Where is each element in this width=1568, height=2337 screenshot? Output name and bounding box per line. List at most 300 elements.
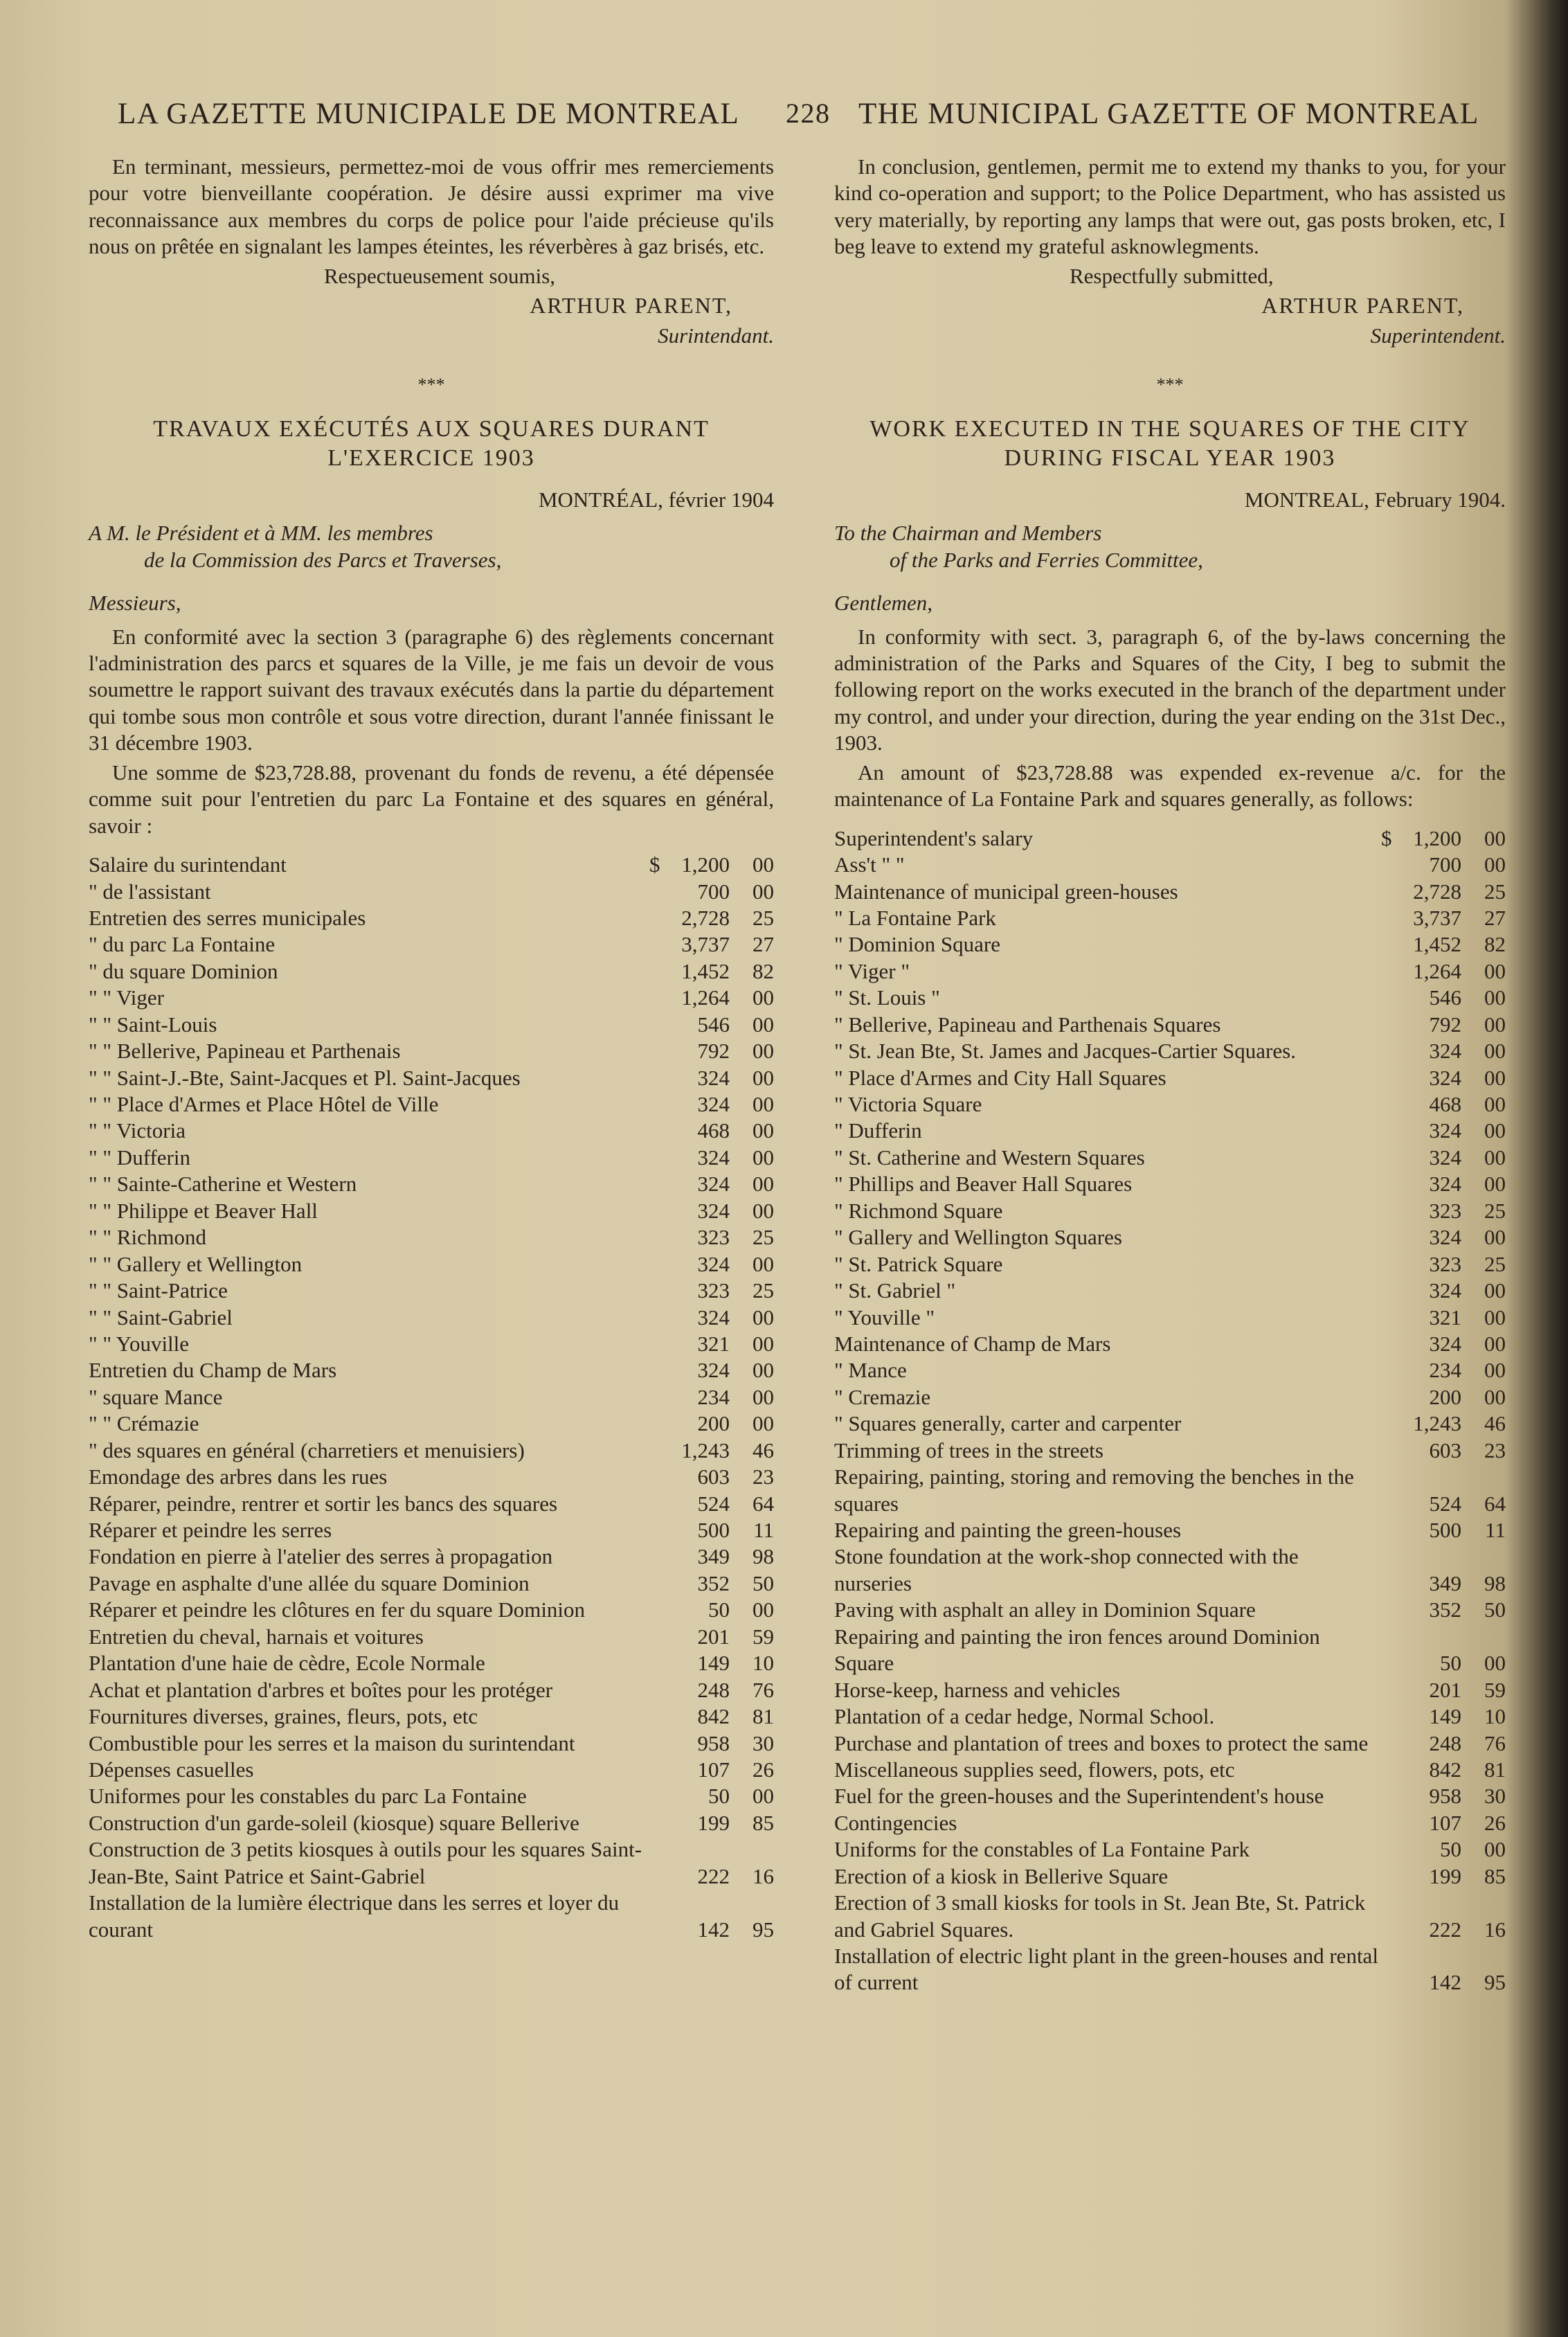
expense-cents: 25 bbox=[1484, 879, 1506, 904]
dollar-sign bbox=[649, 1517, 666, 1543]
expense-table-english bbox=[834, 825, 1506, 1996]
dollar-sign bbox=[1381, 1438, 1398, 1464]
expense-cents: 00 bbox=[1484, 1145, 1506, 1170]
expense-cents: 98 bbox=[753, 1544, 774, 1569]
expense-label: " " Viger bbox=[89, 985, 164, 1010]
expense-cents: 00 bbox=[1484, 852, 1506, 877]
expense-amount: 50 bbox=[708, 1784, 730, 1809]
expense-label: Réparer et peindre les serres bbox=[89, 1518, 332, 1543]
expense-row bbox=[834, 1091, 1506, 1118]
expense-row bbox=[834, 852, 1506, 878]
expense-label: " St. Gabriel " bbox=[834, 1278, 956, 1303]
french-column bbox=[89, 154, 774, 1943]
expense-cents: 00 bbox=[753, 879, 774, 904]
expense-row bbox=[834, 1464, 1506, 1517]
expense-label: Installation of electric light plant in the green-houses and rental of current bbox=[834, 1944, 1378, 1995]
expense-row bbox=[834, 1118, 1506, 1144]
expense-amount: 500 bbox=[697, 1518, 730, 1543]
dollar-sign bbox=[1381, 1145, 1398, 1171]
expense-amount: 468 bbox=[1429, 1092, 1461, 1117]
expense-row bbox=[89, 958, 774, 985]
expense-amount: 323 bbox=[697, 1225, 730, 1250]
expense-label: " " Dufferin bbox=[89, 1145, 190, 1170]
expense-cents: 00 bbox=[1484, 1172, 1506, 1197]
expense-label: " Cremazie bbox=[834, 1384, 931, 1409]
dollar-sign bbox=[1381, 1278, 1398, 1304]
expense-label: " square Mance bbox=[89, 1384, 223, 1409]
expense-label: Fournitures diverses, graines, fleurs, pots, etc bbox=[89, 1704, 478, 1729]
dollar-sign bbox=[649, 1251, 666, 1278]
expense-amount: 324 bbox=[1429, 1145, 1461, 1170]
expense-row bbox=[89, 1703, 774, 1730]
expense-amount: 1,452 bbox=[1413, 932, 1461, 957]
expense-label: Repairing, painting, storing and removing the benches in the squares bbox=[834, 1465, 1354, 1516]
dollar-sign bbox=[1381, 985, 1398, 1011]
expense-row bbox=[834, 825, 1506, 852]
expense-row bbox=[89, 1624, 774, 1650]
expense-cents: 23 bbox=[1484, 1438, 1506, 1462]
expense-amount: 222 bbox=[1429, 1917, 1461, 1942]
signature-title: Surintendant. bbox=[658, 323, 774, 348]
expense-label: " Place d'Armes and City Hall Squares bbox=[834, 1065, 1166, 1090]
expense-cents: 00 bbox=[753, 985, 774, 1010]
expense-label: " " Youville bbox=[89, 1331, 190, 1356]
dollar-sign bbox=[649, 1038, 666, 1064]
expense-label: " Victoria Square bbox=[834, 1092, 982, 1117]
expense-label: Fuel for the green-houses and the Superintendent's house bbox=[834, 1784, 1324, 1809]
expense-cents: 00 bbox=[1484, 1065, 1506, 1090]
expense-amount: 524 bbox=[1429, 1491, 1461, 1516]
expense-cents: 00 bbox=[753, 1198, 774, 1223]
expense-cents: 27 bbox=[1484, 905, 1506, 930]
dollar-sign bbox=[1381, 1810, 1398, 1836]
expense-row bbox=[89, 1757, 774, 1783]
expense-label: Repairing and painting the iron fences around Dominion Square bbox=[834, 1624, 1320, 1676]
expense-amount: 201 bbox=[1429, 1677, 1461, 1702]
expense-amount: 324 bbox=[697, 1305, 730, 1329]
expense-row bbox=[89, 1305, 774, 1331]
expense-amount: 107 bbox=[697, 1757, 730, 1782]
expense-row bbox=[89, 1065, 774, 1091]
dollar-sign bbox=[1381, 1890, 1398, 1943]
expense-label: Maintenance of municipal green-houses bbox=[834, 879, 1178, 904]
dollar-sign bbox=[649, 1757, 666, 1783]
signature: ARTHUR PARENT, bbox=[1261, 293, 1464, 319]
expense-cents: 25 bbox=[753, 1225, 774, 1250]
expense-amount: 352 bbox=[1429, 1597, 1461, 1622]
expense-label: " " Saint-Gabriel bbox=[89, 1305, 233, 1329]
expense-cents: 11 bbox=[1485, 1518, 1506, 1543]
expense-label: Superintendent's salary bbox=[834, 825, 1034, 850]
dollar-sign bbox=[649, 1491, 666, 1517]
expense-amount: 323 bbox=[697, 1278, 730, 1303]
expense-row bbox=[834, 1836, 1506, 1863]
dollar-sign bbox=[649, 985, 666, 1011]
expense-amount: 324 bbox=[697, 1172, 730, 1197]
expense-amount: 2,728 bbox=[681, 905, 730, 930]
sign-off: Respectfully submitted, bbox=[1070, 263, 1274, 288]
expense-amount: 324 bbox=[697, 1145, 730, 1170]
expense-amount: 324 bbox=[697, 1065, 730, 1090]
expense-amount: 603 bbox=[697, 1465, 730, 1489]
expense-label: Construction de 3 petits kiosques à outils pour les squares Saint-Jean-Bte, Saint Patrice et Saint-Gabriel bbox=[89, 1837, 642, 1888]
expense-cents: 25 bbox=[1484, 1198, 1506, 1223]
expense-row bbox=[89, 1597, 774, 1623]
expense-amount: 323 bbox=[1429, 1198, 1461, 1223]
expense-row bbox=[834, 1331, 1506, 1357]
expense-amount: 546 bbox=[697, 1012, 730, 1037]
expense-cents: 16 bbox=[1484, 1917, 1506, 1942]
expense-label: " Youville " bbox=[834, 1305, 935, 1329]
expense-amount: 1,452 bbox=[681, 958, 730, 983]
expense-row bbox=[834, 1677, 1506, 1703]
expense-row bbox=[834, 879, 1506, 905]
dollar-sign bbox=[649, 1091, 666, 1118]
expense-row bbox=[834, 905, 1506, 931]
dollar-sign bbox=[1381, 1118, 1398, 1144]
dollar-sign bbox=[649, 958, 666, 985]
dollar-sign bbox=[649, 1677, 666, 1703]
expense-cents: 00 bbox=[753, 1092, 774, 1117]
expense-row bbox=[834, 1757, 1506, 1783]
expense-label: " " Victoria bbox=[89, 1118, 186, 1143]
expense-amount: 1,200 bbox=[1413, 825, 1461, 850]
expense-row bbox=[89, 931, 774, 958]
expense-label: Plantation of a cedar hedge, Normal School. bbox=[834, 1704, 1215, 1729]
expense-row bbox=[834, 1863, 1506, 1890]
expense-row bbox=[834, 1038, 1506, 1064]
dollar-sign bbox=[1381, 1331, 1398, 1357]
expense-row bbox=[89, 879, 774, 905]
expense-cents: 00 bbox=[1484, 1012, 1506, 1037]
dollar-sign bbox=[649, 1783, 666, 1809]
dollar-sign bbox=[1381, 931, 1398, 958]
dollar-sign bbox=[649, 1703, 666, 1730]
dollar-sign bbox=[649, 1384, 666, 1411]
expense-label: " " Sainte-Catherine et Western bbox=[89, 1172, 357, 1197]
expense-cents: 25 bbox=[753, 1278, 774, 1303]
expense-label: " St. Jean Bte, St. James and Jacques-Cartier Squares. bbox=[834, 1039, 1296, 1064]
expense-label: Fondation en pierre à l'atelier des serres à propagation bbox=[89, 1544, 553, 1569]
expense-label: " Viger " bbox=[834, 958, 910, 983]
expense-table-french bbox=[89, 852, 774, 1943]
dollar-sign bbox=[1381, 1677, 1398, 1703]
expense-label: Horse-keep, harness and vehicles bbox=[834, 1677, 1121, 1702]
dollar-sign bbox=[1381, 1597, 1398, 1623]
expense-label: Dépenses casuelles bbox=[89, 1757, 254, 1782]
expense-row bbox=[89, 1171, 774, 1197]
expense-label: " " Crémazie bbox=[89, 1411, 199, 1436]
dollar-sign bbox=[649, 905, 666, 931]
expense-cents: 64 bbox=[753, 1491, 774, 1516]
section-divider-stars: *** bbox=[417, 375, 445, 395]
expense-cents: 30 bbox=[753, 1730, 774, 1755]
expense-row bbox=[89, 1038, 774, 1064]
expense-row bbox=[89, 905, 774, 931]
expense-cents: 59 bbox=[1484, 1677, 1506, 1702]
expense-amount: 3,737 bbox=[1413, 905, 1461, 930]
expense-label: " Phillips and Beaver Hall Squares bbox=[834, 1172, 1133, 1197]
expense-label: Ass't " " bbox=[834, 852, 905, 877]
dollar-sign bbox=[1381, 1703, 1398, 1730]
expense-label: " de l'assistant bbox=[89, 879, 211, 904]
dollar-sign bbox=[1381, 1305, 1398, 1331]
expense-cents: 00 bbox=[1484, 1837, 1506, 1862]
expense-label: Paving with asphalt an alley in Dominion Square bbox=[834, 1597, 1256, 1622]
expense-amount: 201 bbox=[697, 1624, 730, 1649]
expense-cents: 59 bbox=[753, 1624, 774, 1649]
signature: ARTHUR PARENT, bbox=[530, 293, 732, 319]
expense-cents: 98 bbox=[1484, 1570, 1506, 1595]
expense-cents: 00 bbox=[1484, 1225, 1506, 1250]
dollar-sign bbox=[1381, 1464, 1398, 1517]
dollar-sign bbox=[649, 1464, 666, 1490]
page-number: 228 bbox=[786, 98, 831, 129]
salutation: Gentlemen, bbox=[834, 591, 933, 616]
dollar-sign bbox=[1381, 1171, 1398, 1197]
expense-amount: 321 bbox=[1429, 1305, 1461, 1329]
expense-amount: 234 bbox=[1429, 1358, 1461, 1383]
expense-label: Repairing and painting the green-houses bbox=[834, 1518, 1182, 1543]
expense-cents: 82 bbox=[753, 958, 774, 983]
expense-label: Construction d'un garde-soleil (kiosque) square Bellerive bbox=[89, 1810, 579, 1835]
expense-cents: 23 bbox=[753, 1465, 774, 1489]
expense-cents: 11 bbox=[753, 1518, 774, 1543]
expense-label: " " Saint-J.-Bte, Saint-Jacques et Pl. Saint-Jacques bbox=[89, 1065, 521, 1090]
english-column bbox=[834, 154, 1506, 1996]
expense-row bbox=[834, 958, 1506, 985]
expense-amount: 700 bbox=[1429, 852, 1461, 877]
dollar-sign: $ bbox=[649, 852, 660, 877]
expense-cents: 00 bbox=[753, 1597, 774, 1622]
expense-label: Maintenance of Champ de Mars bbox=[834, 1331, 1111, 1356]
expense-amount: 842 bbox=[697, 1704, 730, 1729]
expense-amount: 468 bbox=[697, 1118, 730, 1143]
dollar-sign bbox=[1381, 1198, 1398, 1224]
expense-label: Miscellaneous supplies seed, flowers, pots, etc bbox=[834, 1757, 1235, 1782]
dollar-sign: $ bbox=[1381, 825, 1392, 850]
expense-row bbox=[89, 1836, 774, 1890]
expense-row bbox=[89, 1650, 774, 1676]
expense-label: " St. Catherine and Western Squares bbox=[834, 1145, 1145, 1170]
expense-amount: 2,728 bbox=[1413, 879, 1461, 904]
dollar-sign bbox=[1381, 1783, 1398, 1809]
expense-cents: 00 bbox=[1484, 825, 1506, 850]
expense-amount: 349 bbox=[1429, 1570, 1461, 1595]
expense-amount: 352 bbox=[697, 1570, 730, 1595]
address-line2: of the Parks and Ferries Committee, bbox=[890, 547, 1203, 572]
expense-cents: 00 bbox=[753, 1411, 774, 1436]
expense-label: Combustible pour les serres et la maison du surintendant bbox=[89, 1730, 575, 1755]
dollar-sign bbox=[1381, 958, 1398, 985]
expense-label: " St. Louis " bbox=[834, 985, 940, 1010]
expense-cents: 00 bbox=[753, 1118, 774, 1143]
dollar-sign bbox=[1381, 1251, 1398, 1278]
expense-label: Erection of a kiosk in Bellerive Square bbox=[834, 1863, 1169, 1888]
dateline: MONTRÉAL, février 1904 bbox=[538, 487, 774, 512]
expense-row bbox=[834, 1278, 1506, 1304]
expense-row bbox=[89, 985, 774, 1011]
expense-row bbox=[834, 1890, 1506, 1943]
expense-amount: 234 bbox=[697, 1384, 730, 1409]
report-paragraph-1: In conformity with sect. 3, paragraph 6, of the by-laws concerning the administration of the Parks and Squares of the City, I beg to submit the following report on the works executed in the branch of the department under my control, and under your direction, during the year ending on the 31st Dec., 1903. bbox=[834, 624, 1506, 755]
expense-label: " Mance bbox=[834, 1358, 907, 1383]
expense-row bbox=[89, 1730, 774, 1757]
expense-amount: 958 bbox=[1429, 1784, 1461, 1809]
expense-amount: 323 bbox=[1429, 1251, 1461, 1276]
expense-cents: 00 bbox=[753, 1784, 774, 1809]
expense-label: Achat et plantation d'arbres et boîtes pour les protéger bbox=[89, 1677, 553, 1702]
expense-amount: 324 bbox=[1429, 1065, 1461, 1090]
expense-amount: 1,243 bbox=[681, 1438, 730, 1462]
expense-amount: 603 bbox=[1429, 1438, 1461, 1462]
expense-label: Trimming of trees in the streets bbox=[834, 1438, 1103, 1462]
expense-label: " Bellerive, Papineau and Parthenais Squares bbox=[834, 1012, 1221, 1037]
expense-label: Contingencies bbox=[834, 1810, 957, 1835]
dollar-sign bbox=[649, 1198, 666, 1224]
expense-amount: 199 bbox=[697, 1810, 730, 1835]
dollar-sign bbox=[649, 1438, 666, 1464]
dollar-sign bbox=[649, 1890, 666, 1943]
dollar-sign bbox=[649, 1118, 666, 1144]
expense-amount: 142 bbox=[1429, 1970, 1461, 1995]
dollar-sign bbox=[1381, 1730, 1398, 1757]
expense-amount: 222 bbox=[697, 1863, 730, 1888]
expense-row bbox=[834, 1597, 1506, 1623]
expense-amount: 324 bbox=[697, 1198, 730, 1223]
expense-amount: 524 bbox=[697, 1491, 730, 1516]
expense-row bbox=[89, 1357, 774, 1384]
expense-cents: 81 bbox=[753, 1704, 774, 1729]
expense-label: " Dufferin bbox=[834, 1118, 922, 1143]
expense-label: Emondage des arbres dans les rues bbox=[89, 1465, 388, 1489]
expense-amount: 324 bbox=[1429, 1039, 1461, 1064]
expense-cents: 00 bbox=[1484, 1039, 1506, 1064]
expense-row bbox=[834, 1810, 1506, 1836]
dollar-sign bbox=[1381, 879, 1398, 905]
expense-cents: 00 bbox=[753, 1172, 774, 1197]
expense-cents: 00 bbox=[753, 1384, 774, 1409]
dollar-sign bbox=[649, 1224, 666, 1251]
expense-row bbox=[834, 1357, 1506, 1384]
dollar-sign bbox=[649, 1145, 666, 1171]
expense-row bbox=[834, 1411, 1506, 1437]
expense-row bbox=[834, 1730, 1506, 1757]
expense-row bbox=[834, 1305, 1506, 1331]
expense-cents: 46 bbox=[753, 1438, 774, 1462]
expense-cents: 50 bbox=[1484, 1597, 1506, 1622]
expense-cents: 00 bbox=[753, 1305, 774, 1329]
dollar-sign bbox=[1381, 1517, 1398, 1543]
dollar-sign bbox=[649, 1278, 666, 1304]
expense-row bbox=[89, 1331, 774, 1357]
expense-cents: 00 bbox=[753, 852, 774, 877]
expense-label: " La Fontaine Park bbox=[834, 905, 996, 930]
dollar-sign bbox=[649, 1012, 666, 1038]
report-paragraph-2: Une somme de $23,728.88, provenant du fonds de revenu, a été dépensée comme suit pour l'entretien du parc La Fontaine et des squares en général, savoir : bbox=[89, 760, 774, 838]
expense-amount: 3,737 bbox=[681, 932, 730, 957]
expense-row bbox=[89, 1810, 774, 1836]
expense-amount: 1,243 bbox=[1413, 1411, 1461, 1436]
expense-row bbox=[89, 1570, 774, 1597]
expense-row bbox=[834, 1251, 1506, 1278]
expense-cents: 10 bbox=[1484, 1704, 1506, 1729]
expense-amount: 324 bbox=[697, 1358, 730, 1383]
expense-label: Uniformes pour les constables du parc La Fontaine bbox=[89, 1784, 527, 1809]
expense-amount: 321 bbox=[697, 1331, 730, 1356]
closing-paragraph: In conclusion, gentlemen, permit me to extend my thanks to you, for your kind co-operation and support; to the Police Department, who has assisted us very materially, by reporting any lamps that were out, gas posts broken, etc, I beg leave to extend my grateful asknowlegments. bbox=[834, 154, 1506, 259]
expense-cents: 00 bbox=[753, 1012, 774, 1037]
expense-row bbox=[834, 985, 1506, 1011]
dollar-sign bbox=[1381, 1863, 1398, 1890]
dollar-sign bbox=[649, 1730, 666, 1757]
expense-row bbox=[834, 1543, 1506, 1597]
expense-row bbox=[89, 1438, 774, 1464]
dollar-sign bbox=[1381, 1038, 1398, 1064]
expense-row bbox=[89, 1278, 774, 1304]
expense-cents: 00 bbox=[1484, 1651, 1506, 1676]
expense-amount: 546 bbox=[1429, 985, 1461, 1010]
expense-amount: 199 bbox=[1429, 1863, 1461, 1888]
expense-amount: 324 bbox=[697, 1251, 730, 1276]
expense-row bbox=[834, 1065, 1506, 1091]
expense-label: Entretien du cheval, harnais et voitures bbox=[89, 1624, 424, 1649]
expense-amount: 324 bbox=[1429, 1331, 1461, 1356]
expense-amount: 248 bbox=[1429, 1730, 1461, 1755]
expense-row bbox=[89, 1677, 774, 1703]
section-title-line1: TRAVAUX EXÉCUTÉS AUX SQUARES DURANT bbox=[153, 415, 710, 442]
expense-cents: 00 bbox=[1484, 1331, 1506, 1356]
expense-cents: 26 bbox=[1484, 1810, 1506, 1835]
expense-row bbox=[89, 1464, 774, 1490]
expense-row bbox=[89, 1783, 774, 1809]
expense-amount: 324 bbox=[1429, 1118, 1461, 1143]
expense-label: " Dominion Square bbox=[834, 932, 1000, 957]
expense-amount: 958 bbox=[697, 1730, 730, 1755]
expense-cents: 85 bbox=[753, 1810, 774, 1835]
expense-row bbox=[834, 1438, 1506, 1464]
expense-row bbox=[89, 1145, 774, 1171]
expense-row bbox=[89, 1411, 774, 1437]
expense-label: " du parc La Fontaine bbox=[89, 932, 276, 957]
expense-amount: 1,264 bbox=[681, 985, 730, 1010]
section-title-line2: L'EXERCICE 1903 bbox=[327, 445, 535, 471]
signature-title: Superintendent. bbox=[1370, 323, 1506, 348]
expense-row bbox=[89, 1118, 774, 1144]
expense-amount: 1,200 bbox=[681, 852, 730, 877]
expense-row bbox=[89, 1251, 774, 1278]
dollar-sign bbox=[1381, 1012, 1398, 1038]
dollar-sign bbox=[1381, 1836, 1398, 1863]
expense-label: " " Bellerive, Papineau et Parthenais bbox=[89, 1039, 401, 1064]
expense-cents: 64 bbox=[1484, 1491, 1506, 1516]
expense-row bbox=[89, 1890, 774, 1943]
expense-cents: 00 bbox=[753, 1358, 774, 1383]
expense-row bbox=[89, 1517, 774, 1543]
expense-label: Salaire du surintendant bbox=[89, 852, 287, 877]
dollar-sign bbox=[649, 1543, 666, 1570]
dollar-sign bbox=[649, 1065, 666, 1091]
expense-label: Stone foundation at the work-shop connected with the nurseries bbox=[834, 1544, 1299, 1595]
address-line1: A M. le Président et à MM. les membres bbox=[89, 521, 433, 546]
expense-row bbox=[834, 931, 1506, 958]
dateline: MONTREAL, February 1904. bbox=[1244, 487, 1506, 512]
dollar-sign bbox=[649, 1411, 666, 1437]
dollar-sign bbox=[1381, 905, 1398, 931]
expense-row bbox=[834, 1384, 1506, 1411]
dollar-sign bbox=[649, 1836, 666, 1890]
expense-label: " " Place d'Armes et Place Hôtel de Ville bbox=[89, 1092, 439, 1117]
